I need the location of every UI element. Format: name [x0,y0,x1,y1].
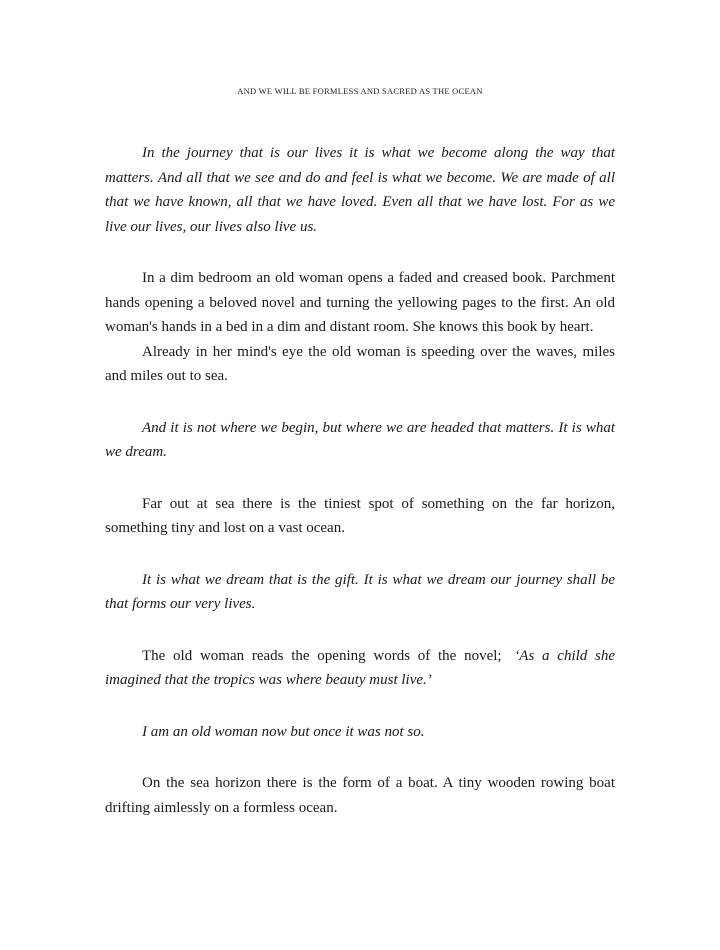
document-title: AND WE WILL BE FORMLESS AND SACRED AS THE OCEAN [237,86,483,96]
paragraph-journey: In the journey that is our lives it is what we become along the way that matters. And all that we see and do and feel is what we become. We are made of all that we have known, all that we have loved. Even all that we have lost. For as we live our lives, our lives also live us. [105,145,615,235]
paragraph-where-headed: And it is not where we begin, but where we are headed that matters. It is what we dream. [105,419,615,460]
paragraph-opening-words-quote: ‘As a child she imagined that the tropics was where beauty must live.’ [105,647,616,688]
paragraph-rowing-boat: On the sea horizon there is the form of a boat. A tiny wooden rowing boat drifting aimlessly on a formless ocean. [105,775,615,816]
paragraph-opening-words-lead: The old woman reads the opening words of the novel; [142,647,510,664]
paragraph-dim-bedroom: In a dim bedroom an old woman opens a faded and creased book. Parchment hands opening a beloved novel and turning the yellowing pages to the first. An old woman's hands in a bed in a dim and distant room. She knows this book by heart. [105,270,615,335]
paragraph-opening-words [105,644,615,693]
paragraph-minds-eye: Already in her mind's eye the old woman is speeding over the waves, miles and miles out to sea. [105,343,615,384]
paragraph-far-out-at-sea: Far out at sea there is the tiniest spot of something on the far horizon, something tiny and lost on a vast ocean. [105,495,615,536]
paragraph-old-woman-now: I am an old woman now but once it was not so. [142,723,425,740]
paragraph-what-we-dream: It is what we dream that is the gift. It is what we dream our journey shall be that forms our very lives. [105,571,615,612]
